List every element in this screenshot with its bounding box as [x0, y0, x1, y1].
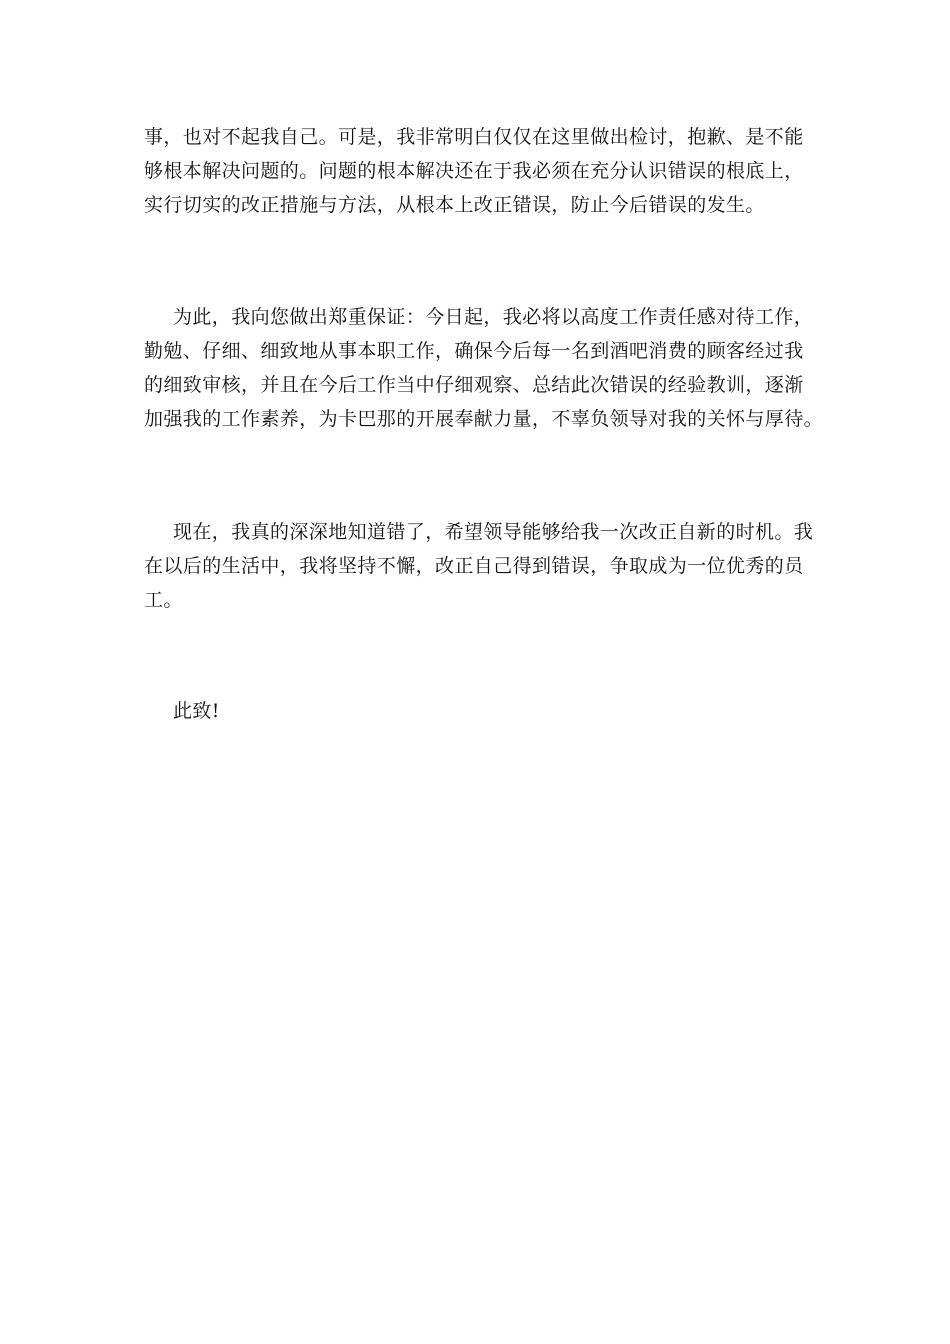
paragraph-request-chance [144, 515, 814, 617]
paragraph-apology-continuation [144, 120, 814, 222]
text-line: 加强我的工作素养，为卡巴那的开展奉献力量，不辜负领导对我的关怀与厚待。 [144, 408, 824, 430]
text-line: 的细致审核，并且在今后工作当中仔细观察、总结此次错误的经验教训，逐渐 [144, 374, 804, 396]
paragraph-pledge [144, 300, 824, 436]
text-line: 勤勉、仔细、细致地从事本职工作，确保今后每一名到酒吧消费的顾客经过我 [144, 340, 804, 362]
text-line: 够根本解决问题的。问题的根本解决还在于我必须在充分认识错误的根底上， [144, 160, 804, 182]
text-line: 在以后的生活中，我将坚持不懈，改正自己得到错误，争取成为一位优秀的员 [144, 555, 804, 577]
text-line: 工。 [144, 589, 183, 611]
text-line: 现在，我真的深深地知道错了，希望领导能够给我一次改正自新的时机。我 [173, 521, 814, 543]
text-line: 事，也对不起我自己。可是，我非常明白仅仅在这里做出检讨，抱歉、是不能 [144, 126, 804, 148]
paragraph-closing [144, 694, 814, 728]
closing-salutation: 此致! [173, 700, 220, 722]
text-line: 实行切实的改正措施与方法，从根本上改正错误，防止今后错误的发生。 [144, 194, 765, 216]
text-line: 为此，我向您做出郑重保证：今日起，我必将以高度工作责任感对待工作， [173, 306, 814, 328]
